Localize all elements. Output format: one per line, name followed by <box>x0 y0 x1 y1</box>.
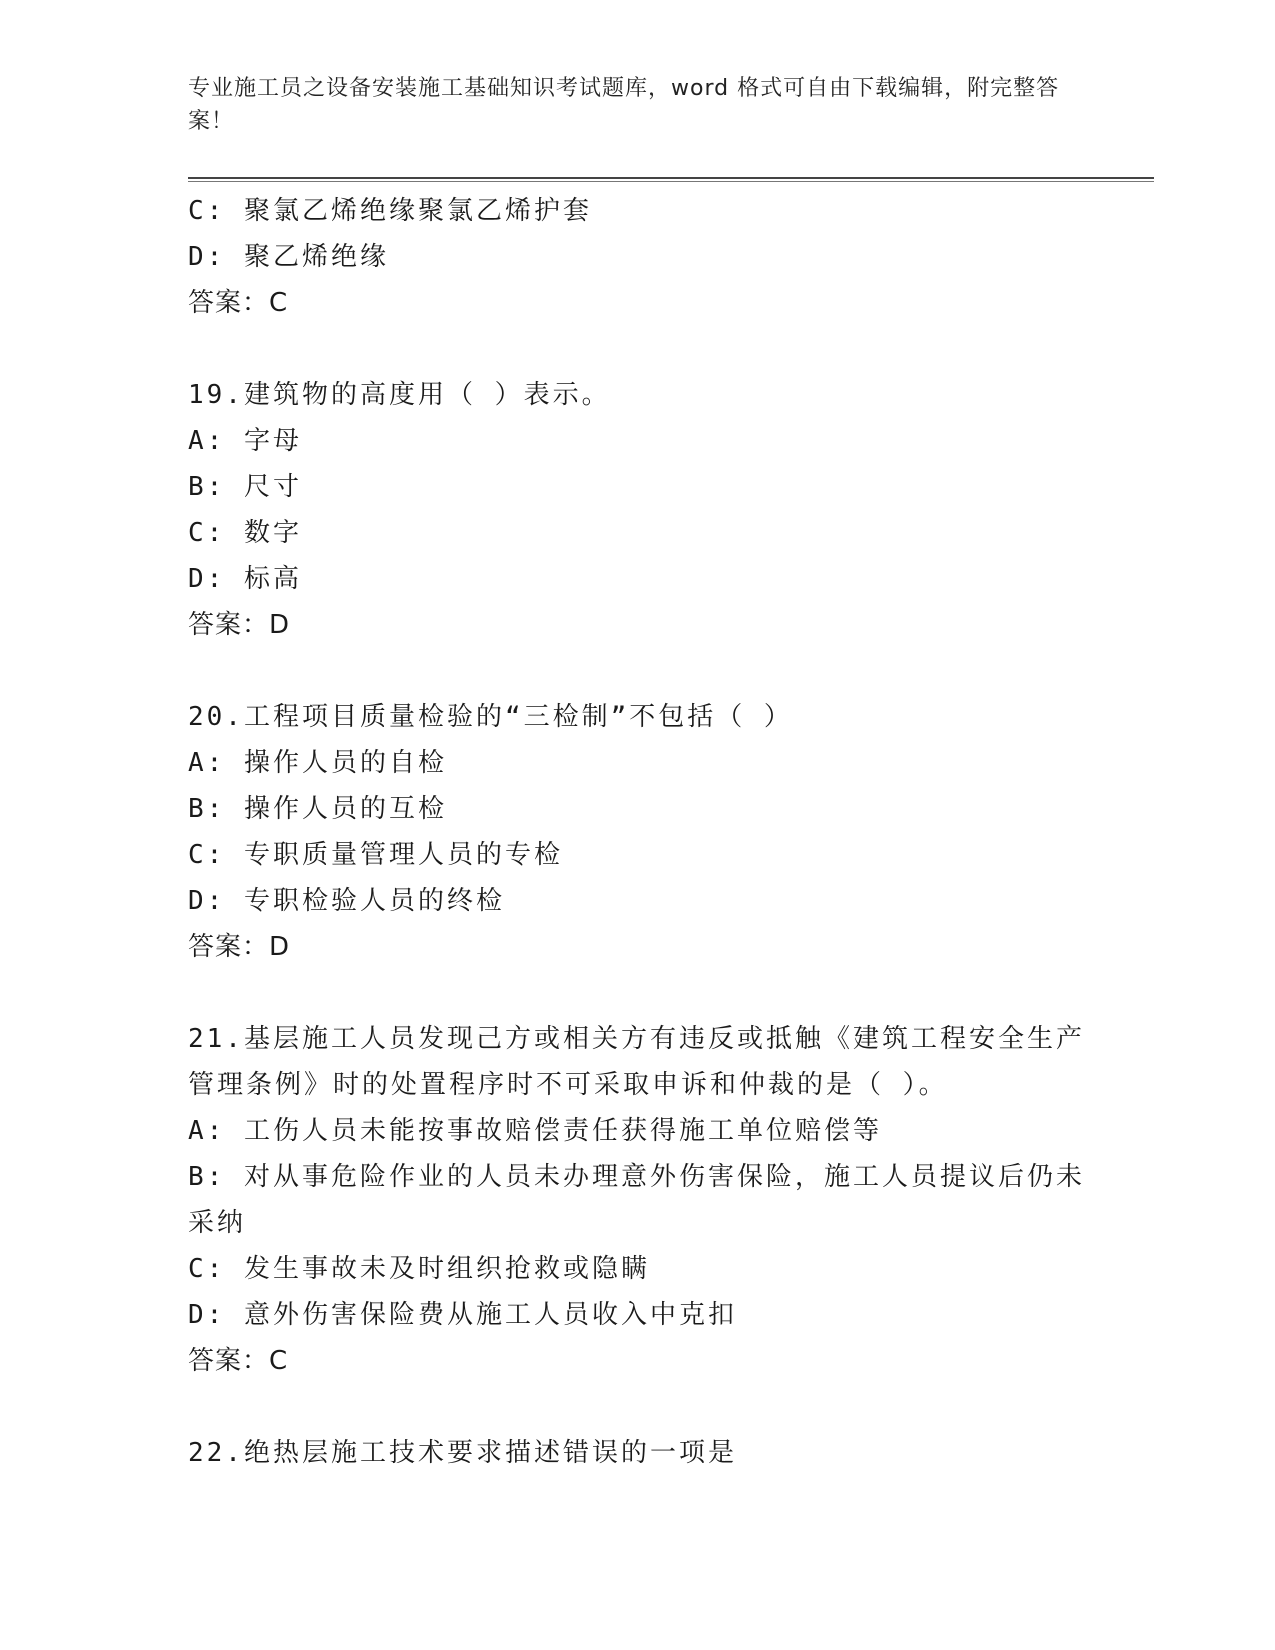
option-a: A: 工伤人员未能按事故赔偿责任获得施工单位赔偿等 <box>188 1116 882 1146</box>
header-divider <box>188 177 1154 179</box>
question-stem: 21.基层施工人员发现己方或相关方有违反或抵触《建筑工程安全生产管理条例》时的处置程序时不可采取申诉和仲裁的是（ ）。 <box>188 1024 1085 1100</box>
spacer <box>188 648 1088 694</box>
option-d: D: 专职检验人员的终检 <box>188 886 505 916</box>
spacer <box>188 326 1088 372</box>
question-21 <box>188 1016 1088 1384</box>
answer-line: 答案：C <box>188 288 289 318</box>
header-divider-thin <box>188 181 1154 182</box>
answer-line: 答案：D <box>188 932 291 962</box>
question-22 <box>188 1430 1088 1476</box>
option-c: C: 专职质量管理人员的专检 <box>188 840 563 870</box>
question-content <box>188 188 1088 1476</box>
question-stem: 20.工程项目质量检验的“三检制”不包括（ ） <box>188 702 793 732</box>
question-stem: 22.绝热层施工技术要求描述错误的一项是 <box>188 1438 737 1468</box>
option-c: C: 聚氯乙烯绝缘聚氯乙烯护套 <box>188 196 592 226</box>
option-d: D: 聚乙烯绝缘 <box>188 242 389 272</box>
option-d: D: 意外伤害保险费从施工人员收入中克扣 <box>188 1300 737 1330</box>
question-20 <box>188 694 1088 970</box>
question-18-continued <box>188 188 1088 326</box>
document-header: 专业施工员之设备安装施工基础知识考试题库，word 格式可自由下载编辑，附完整答案！ <box>188 76 1060 134</box>
option-b: B: 对从事危险作业的人员未办理意外伤害保险，施工人员提议后仍未采纳 <box>188 1162 1085 1238</box>
question-stem: 19.建筑物的高度用（ ）表示。 <box>188 380 611 410</box>
option-a: A: 操作人员的自检 <box>188 748 447 778</box>
question-19 <box>188 372 1088 648</box>
spacer <box>188 970 1088 1016</box>
option-b: B: 尺寸 <box>188 472 302 502</box>
spacer <box>188 1384 1088 1430</box>
answer-line: 答案：D <box>188 610 291 640</box>
option-c: C: 数字 <box>188 518 302 548</box>
answer-line: 答案：C <box>188 1346 289 1376</box>
option-b: B: 操作人员的互检 <box>188 794 447 824</box>
option-a: A: 字母 <box>188 426 302 456</box>
option-d: D: 标高 <box>188 564 302 594</box>
option-c: C: 发生事故未及时组织抢救或隐瞒 <box>188 1254 650 1284</box>
